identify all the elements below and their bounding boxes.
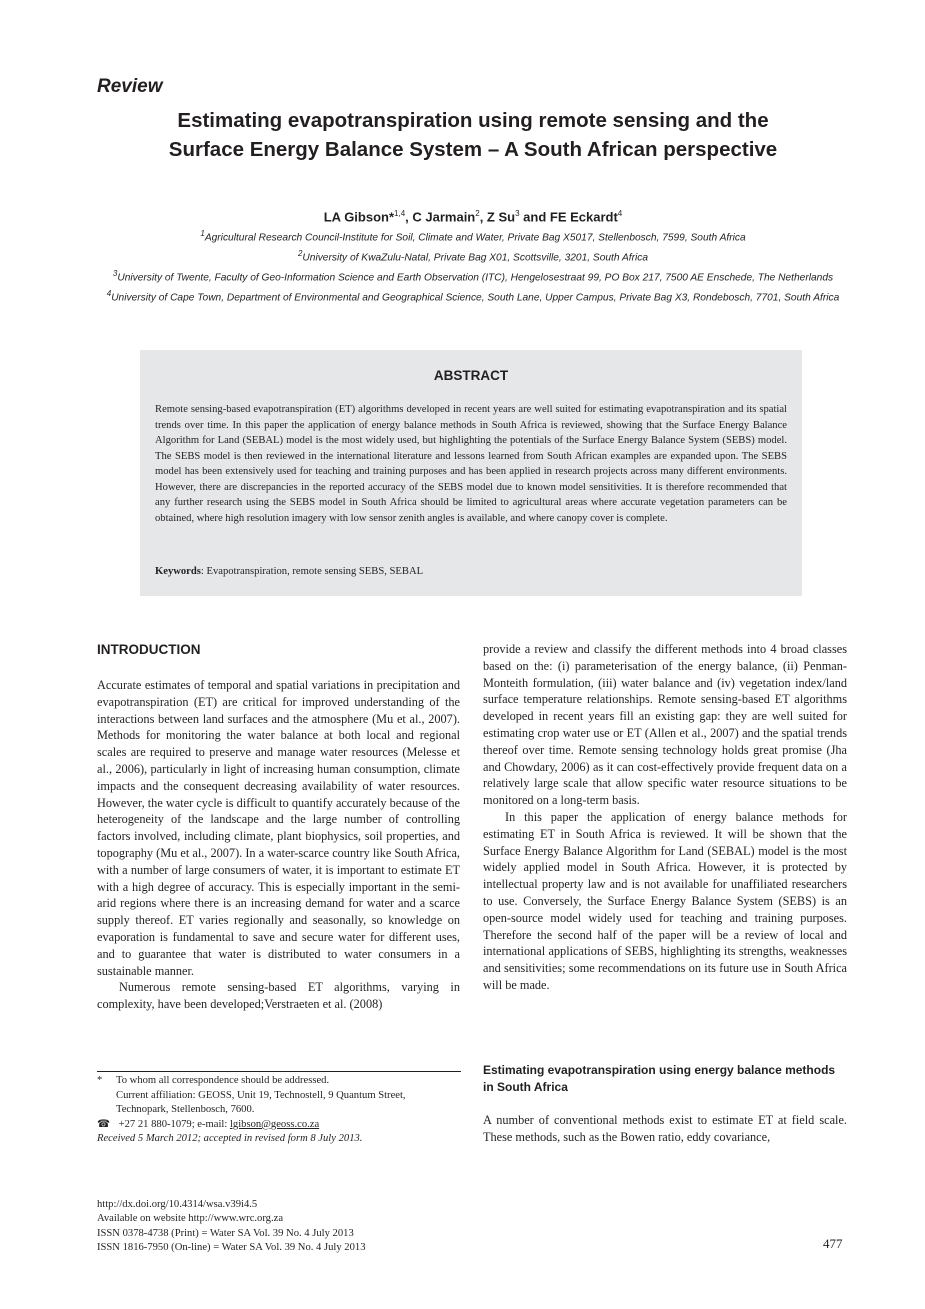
affiliations (100, 226, 846, 306)
abstract-text: Remote sensing-based evapotranspiration (ET) algorithms developed in recent years are well suited for estimating evapotranspiration and its spatial trends over time. In this paper the application of energy balance methods in South Africa is reviewed, showing that the Surface Energy Balance Algorithm for Land (SEBAL) model is the most widely used, but highlighting the potentials of the Surface Energy Balance System (SEBS) model. The SEBS model is then reviewed in the international literature and lessons learned from South African examples are expanded upon. The SEBS model has been extensively used for teaching and training purposes and has been applied in research projects across many different environments. However, there are discrepancies in the reported accuracy of the SEBS model due to known model sensitivities. It is therefore recommended that any further research using the SEBS model in South Africa should be limited to agricultural areas where accurate vegetation parameters can be obtained, where high resolution imagery with low sensor zenith angles is available, and where canopy cover is complete. (155, 404, 787, 524)
footnote-star: * (97, 1075, 103, 1086)
affiliation-1: $^1$Agricultural Research Council-Institute for Soil, Climate and Water, Private Bag X5017, Stellenbosch, 7599, South Africa (200, 229, 746, 244)
paper-title (100, 106, 846, 164)
left-column (97, 677, 460, 1013)
author-su: , Z Su (479, 209, 516, 225)
right-column (483, 641, 847, 994)
introduction-heading: INTRODUCTION (97, 642, 201, 657)
right-paragraph-3: A number of conventional methods exist to estimate ET at field scale. These methods, such as the Bowen ratio, eddy covariance, (483, 1113, 847, 1144)
author-jarmain: , C Jarmain (405, 209, 476, 225)
author-list: LA Gibson*$^{1,4}$, C Jarmain$^2$, Z Su$^3$ and FE Eckardt$^4$ (323, 209, 623, 225)
issn-print: ISSN 0378-4738 (Print) = Water SA Vol. 39 No. 4 July 2013 (97, 1227, 354, 1239)
abstract-heading: ABSTRACT (433, 368, 509, 383)
phone-icon: ☎ (97, 1118, 111, 1130)
intro-paragraph-1: Accurate estimates of temporal and spatial variations in precipitation and evapotranspiration (ET) are critical for improved understanding of the interactions between land surfaces and the atmosphere (Mu et al., 2007). Methods for monitoring the water balance at both local and regional scales are required to preserve and manage water resources (Melesse et al., 2006), particularly in light of increasing human consumption, climate impacts and the consequent decreasing availability of water resources. However, the water cycle is difficult to quantify accurately because of the heterogeneity of the landscape and the large number of controlling factors involved, including climate, plant biophysics, soil properties, and topography (Mu et al., 2007). In a water-scarce country like South Africa, with a number of large consumers of water, it is important to estimate ET with a high degree of accuracy. This is especially important in the semi-arid regions where there is an increasing demand for water and a scarce supply thereof. ET varies regionally and seasonally, so knowledge on evaporation is fundamental to save and secure water for different uses, and to guarantee that water is distributed to water consumers in a sustainable manner. (97, 678, 460, 978)
issn-online: ISSN 1816-7950 (On-line) = Water SA Vol. 39 No. 4 July 2013 (97, 1241, 366, 1253)
subsection-heading: Estimating evapotranspiration using energy balance methods in South Africa (483, 1063, 836, 1094)
doi-link[interactable]: http://dx.doi.org/10.4314/wsa.v39i4.5 (97, 1199, 258, 1210)
website-text: Available on website http://www.wrc.org.za (97, 1213, 284, 1225)
affiliation-2: $^2$University of KwaZulu-Natal, Private Bag X01, Scottsville, 3201, South Africa (297, 248, 649, 264)
page-footer (97, 1198, 366, 1255)
affiliation-4: $^4$University of Cape Town, Department of Environmental and Geographical Science, South Lane, Upper Campus, Private Bag X3, Rondebosch, 7701, South Africa (106, 288, 840, 304)
affiliation-3: $^3$University of Twente, Faculty of Geo-Information Science and Earth Observation (ITC), Hengelosestraat 99, PO Box 217, 7500 AE Enschede, The Netherlands (112, 268, 834, 284)
author-eckardt: and FE Eckardt (519, 209, 618, 225)
footnote: * To whom all correspondence should be addressed. Current affiliation: GEOSS, Unit 19, Technostell, 9 Quantum Street, Technopark, Stellenbosch, 7600. ☎ +27 21 880-1079; e-mail: lgibson@geoss.co.za Received 5 March 2012; accepted in revised form 8 July 2013. (97, 1074, 467, 1147)
keywords: Keywords: Evapotranspiration, remote sensing SEBS, SEBAL (155, 566, 424, 577)
received-date: Received 5 March 2012; accepted in revised form 8 July 2013. (97, 1133, 363, 1145)
footnote-divider (97, 1071, 461, 1072)
email-link[interactable]: lgibson@geoss.co.za (229, 1118, 320, 1130)
author-gibson: LA Gibson* (323, 209, 395, 225)
right-paragraph-2: In this paper the application of energy balance methods for estimating ET in South Africa is reviewed. It will be shown that the Surface Energy Balance Algorithm for Land (SEBAL) model is the most widely applied model in South Africa. However, it is protected by intellectual property law and is not available for unaffiliated researchers to use. Conversely, the Surface Energy Balance System (SEBS) is an open-source model widely used for teaching and training purposes. Therefore the second half of the paper will be a review of local and international applications of SEBS, highlighting its strengths, weaknesses and sensitivities; some recommendations on its future use in South Africa will be made. (483, 809, 847, 992)
title-line-2: Surface Energy Balance System – A South African perspective (168, 138, 778, 161)
intro-paragraph-2: Numerous remote sensing-based ET algorithms, varying in complexity, have been developed;Verstraeten et al. (2008) (97, 980, 460, 1012)
page-number: 477 (823, 1236, 843, 1251)
section-label: Review (97, 76, 163, 97)
title-line-1: Estimating evapotranspiration using remote sensing and the (177, 109, 769, 132)
right-paragraph-1: provide a review and classify the different methods into 4 broad classes based on the: (i) parameterisation of the energy balance, (ii) Penman-Monteith formulation, (iii) water balance and (iv) vegetation index/land surface temperature relationships. Remote sensing-based ET algorithms developed in recent years fill an existing gap: they are well suited for estimating crop water use or ET (Allen et al., 2007) and the spatial trends thereof over time. Remote sensing technology holds great promise (Jha and Chowdary, 2006) as it can cost-effectively provide frequent data on a relatively large scale that allow specific water resource situations to be monitored on a long-term basis. (483, 642, 847, 808)
right-column-continued (483, 1112, 847, 1146)
abstract-box (140, 350, 802, 596)
